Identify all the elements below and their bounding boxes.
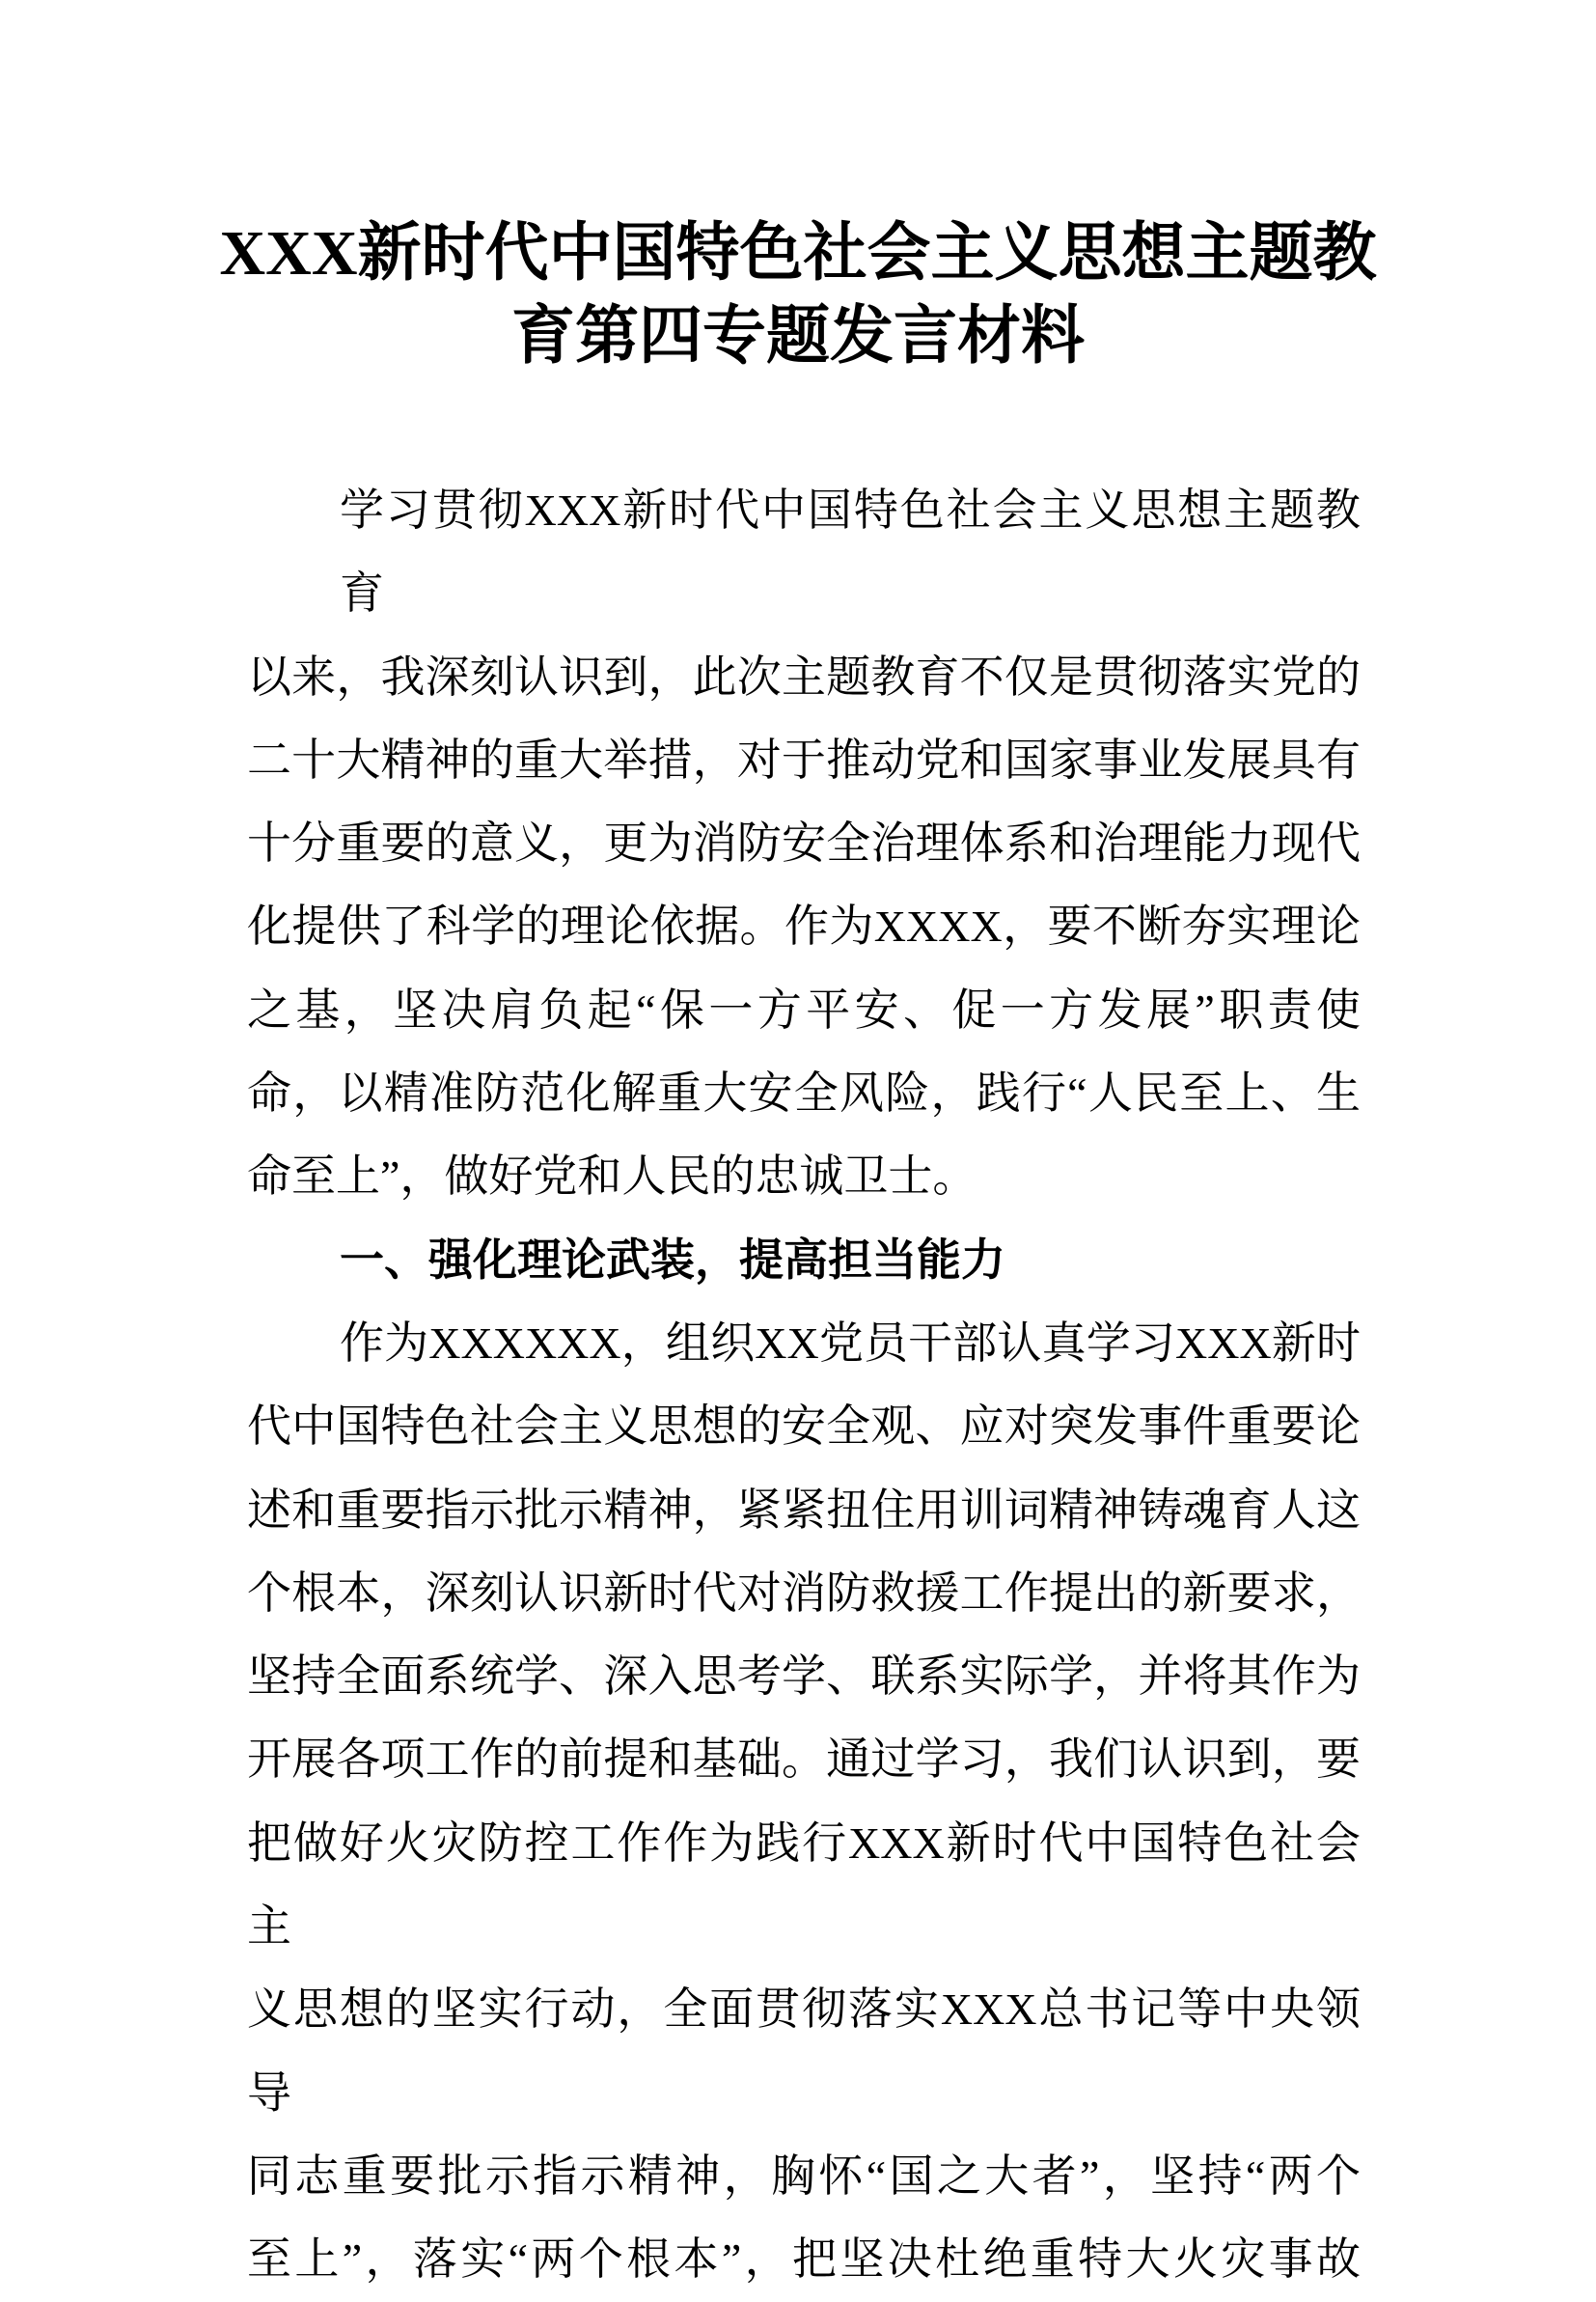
- document-title: [212, 212, 1384, 378]
- intro-paragraph-line: 命至上”，做好党和人民的忠诚卫士。: [247, 1151, 977, 1202]
- section-paragraph-line: 义思想的坚实行动，全面贯彻落实XXX总书记等中央领导: [247, 1984, 1361, 2118]
- intro-paragraph-line: 化提供了科学的理论依据。作为XXXX，要不断夯实理论: [247, 901, 1361, 952]
- document-body: [247, 469, 1361, 2302]
- section-heading: 一、强化理论武装，提高担当能力: [340, 1234, 1005, 1285]
- section-paragraph-line: 作为XXXXXX，组织XX党员干部认真学习XXX新时: [340, 1317, 1361, 1368]
- section-paragraph-line: 个根本，深刻认识新时代对消防救援工作提出的新要求，: [247, 1567, 1361, 1618]
- intro-paragraph-line: 以来，我深刻认识到，此次主题教育不仅是贯彻落实党的: [247, 652, 1361, 702]
- section-paragraph-line: 把做好火灾防控工作作为践行XXX新时代中国特色社会主: [247, 1817, 1361, 1952]
- intro-paragraph-line: 命，以精准防范化解重大安全风险，践行“人民至上、生: [247, 1068, 1361, 1119]
- section-paragraph-line: 述和重要指示批示精神，紧紧扭住用训词精神铸魂育人这: [247, 1484, 1361, 1535]
- intro-paragraph-line: 学习贯彻XXX新时代中国特色社会主义思想主题教育: [340, 485, 1361, 619]
- intro-paragraph-line: 之基，坚决肩负起“保一方平安、促一方发展”职责使: [247, 985, 1361, 1035]
- intro-paragraph-line: 十分重要的意义，更为消防安全治理体系和治理能力现代: [247, 818, 1361, 869]
- section-paragraph-line: 代中国特色社会主义思想的安全观、应对突发事件重要论: [247, 1401, 1361, 1452]
- document-title-line-1: XXX新时代中国特色社会主义思想主题教: [219, 218, 1377, 289]
- section-paragraph-line: 开展各项工作的前提和基础。通过学习，我们认识到，要: [247, 1734, 1361, 1785]
- section-paragraph-line: 同志重要批示指示精神，胸怀“国之大者”，坚持“两个: [247, 2150, 1361, 2201]
- section-paragraph-line: 至上”，落实“两个根本”，把坚决杜绝重特大火灾事故: [247, 2234, 1361, 2285]
- section-paragraph-line: 坚持全面系统学、深入思考学、联系实际学，并将其作为: [247, 1651, 1361, 1702]
- intro-paragraph-line: 二十大精神的重大举措，对于推动党和国家事业发展具有: [247, 735, 1361, 785]
- document-title-line-2: 育第四专题发言材料: [511, 301, 1085, 372]
